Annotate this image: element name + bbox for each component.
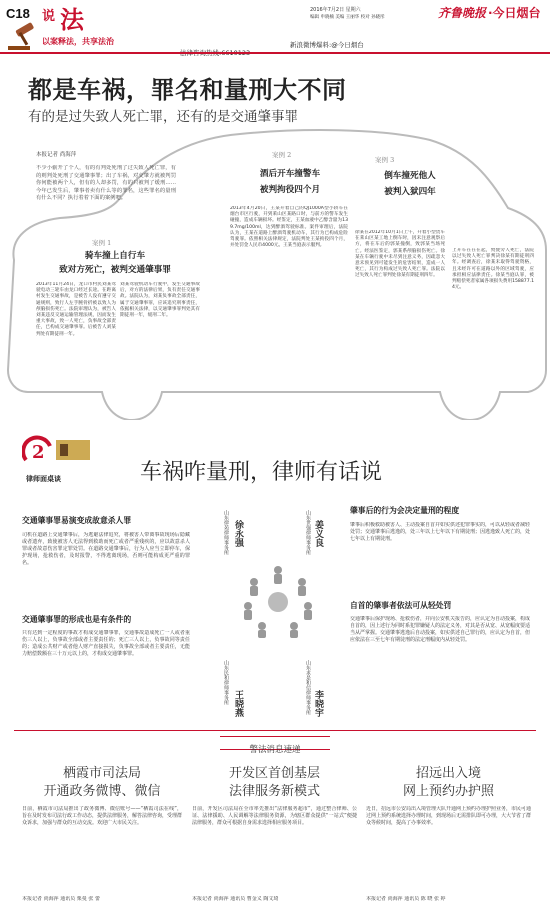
case-3-body: 徐某在2012年10月1日上午，开着小型货车在莱山区某工地上倒车时，因未注意观察后方，将在车后的郭某撞倒，致郭某当场死亡。经法医鉴定，郭某系颅脑损伤死亡。徐某在车辆行驶中未尽到注意义务，因疏忽大意未预见到可能发生的危害结果，造成一人死亡，其行为构成过失致人死亡罪。法院以过失致人死亡罪判处徐某有期徒刑四年。	[355, 230, 445, 279]
notice-1-body: 日前，栖霞市司法局推出了政务微博、微信账号——“栖霞司法在线”，旨在及时发布司法行政工作动态，提供法律服务，解答法律咨询，受理群众诉求，加强与群众的互动交流。欢迎广大市民关注。	[22, 806, 182, 826]
notices-divider	[14, 730, 536, 731]
lawyer-2-firm: 山东世强律师事务所	[305, 510, 311, 555]
case-2-number: 案例 2	[272, 151, 292, 159]
lawyer-4-firm: 山东求是和信律师事务所	[305, 660, 311, 715]
lawyer-section-4-body: 交通肇事后保护现场、抢救伤者，并向公安机关报告的，应认定为自动投案，构成自首的，因上述行为同时系犯罪嫌疑人的法定义务，对其是否从宽、从宽幅度要适当从严掌握。交通肇事逃逸后自动投案，如实供述自己罪行的，应认定为自首，但应依法在三至七年有期徒刑的法定刑幅度内从轻处罚。	[350, 616, 530, 643]
gavel-icon	[6, 20, 42, 52]
case-2-title-a: 酒后开车撞警车	[259, 169, 321, 179]
notices-band	[220, 736, 330, 755]
lawyer-section-1-title: 交通肇事罪易演变成故意杀人罪	[22, 516, 132, 525]
lawyer-3-name: 王晓燕	[233, 690, 243, 717]
intro-text: 不少小偷开了个人，有的有判处死刑了过失致人死亡罪，有的则判处死刑了交通肇事罪；出了车祸，对交肇方就被判罚你何能被两个人，但有的人却多罚，有的只被判了缓刑……今年已发生后，肇事者卖有什么等的罪名，这些罪名的量刑有什么不同？执行着着下面的案例吧。	[36, 165, 176, 201]
svg-text:2: 2	[32, 442, 45, 463]
notice-2-title-a: 开发区首创基层	[228, 766, 320, 781]
editor-line: 编辑 申晓楠 美编 王丽华 校对 孙晓彤	[310, 15, 385, 20]
lawyer-2-name: 姜义良	[313, 520, 323, 547]
case-3-title-b: 被判入狱四年	[384, 187, 436, 197]
lawyer-logo-icon	[22, 432, 94, 472]
notice-3-title-a: 招远出入境	[415, 766, 481, 781]
lawyer-section-3-title: 肇事后的行为会决定量刑的程度	[350, 506, 460, 515]
notice-2-byline: 本报记者 尚海萍 通讯员 曹金义 陶文琦	[192, 896, 279, 902]
notice-2-body: 日前，开发区司法局在全市率先推出“法律服务超市”，通过整合律师、公证、法律援助、人民调解等法律服务资源，为辖区群众提供“一站式”便捷法律服务，群众可根据自身需求选择相应服务项目。	[192, 806, 357, 826]
case-1-body-b: 刘某驾驶机动车行驶中，发生交通事故后，对方的法律后果，负有责任交通事故。法院认为，刘某负事故全部责任，属于交通肇事罪，应该追究刑事责任，依据相关法律，以交通肇事罪判处其有期徒刑一年，缓刑二年。	[120, 282, 200, 319]
reporter: 本报记者 尚海萍	[36, 152, 77, 158]
lawyer-1-name: 徐永强	[233, 520, 243, 547]
case-1-number: 案例 1	[92, 239, 112, 247]
masthead-divider	[0, 52, 550, 54]
case-1-body-a: 2013年11月24日，龙口市村民刘某驾驶电动三轮车由龙口经过长途。在距离村发生交通事故，是被告人没有遵守交通规则，致行人左手腕骨折被以致人为颅脑损伤死亡。法院审理认为，被告人刘某违反交通运输管理法规，因而发生重大事故，致一人死亡，负事故全部责任，已构成交通肇事罪。后被告人刘某判处有期徒刑一年。	[36, 282, 116, 337]
lawyer-3-firm: 山东民和律师事务所	[223, 660, 229, 705]
headline-title: 都是车祸，罪名和量刑大不同	[28, 76, 347, 104]
lawyer-section-2-body: 只有达到一定程度的事故才构成交通肇事罪，交通事故造成死亡一人或者重伤三人以上，负事故全部或者主要责任的；死亡三人以上，负事故同等责任的；造成公共财产或者他人财产直接损失，负事故全部或者主要责任，无能力赔偿数额在三十万元以上的，才构成交通肇事罪。	[22, 630, 190, 657]
notice-1-byline: 本报记者 尚海萍 通讯员 栗曼 张 蕾	[22, 896, 100, 902]
slogan: 以案释法，共享法治	[42, 37, 114, 46]
lawyer-4-name: 李晓宇	[313, 690, 323, 717]
notice-3-body: 近日，招远市公安局出入境管理大队开通网上预约办理护照业务，市民可通过网上预约系统选择办理时间，到现场后无需排队即可办理，大大节省了群众等候时间，提高了办事效率。	[366, 806, 531, 826]
notice-1-title-a: 栖霞市司法局	[62, 766, 141, 781]
notice-1-title-b: 开通政务微博、微信	[43, 784, 161, 799]
case-3-title-a: 倒车撞死他人	[384, 171, 436, 181]
section-char-a: 说	[42, 9, 56, 24]
lawyer-section-3-body: 肇事后积极救助被害人、主动投案自首并如实供述犯罪事实的，可以从轻或者减轻处罚；交通肇事后逃逸的，处三年以上七年以下有期徒刑；因逃逸致人死亡的，处七年以上有期徒刑。	[350, 522, 530, 542]
case-3-number: 案例 3	[375, 156, 395, 164]
lawyer-section-4-title: 自首的肇事者依法可从轻处罚	[350, 601, 452, 610]
notice-3-title-b: 网上预约办护照	[402, 784, 494, 799]
notice-2-title-b: 法律服务新模式	[228, 784, 320, 799]
lawyer-section-1-body: 司机在道路上交通肇事后，为逃避法律追究，将被害人带离事故现场后隐藏或者遗弃，致使被害人无法得到救助而死亡或者严重残疾的，应以故意杀人罪或者故意伤害罪定罪处罚。在道路交通肇事后，行为人应当立即停车，保护现场，抢救伤者，及时报警，不得逃离现场，否则可能构成更严重的罪名。	[22, 532, 190, 566]
case-1-title-a: 骑车撞上自行车	[84, 251, 146, 261]
people-circle-illustration	[238, 560, 318, 640]
weibo-line: 新浪微博爆料:@今日烟台	[290, 41, 364, 49]
lawyer-section-2-title: 交通肇事罪的形成也是有条件的	[22, 615, 132, 624]
case-3-body-b: 上开车在在在起，致使旁人死亡，法院以过失致人死亡罪判决徐某有期徒刑四年。经调查后，徐某未取得驾驶资格，且未经许可在道路以外的区域驾驶，应承担相应法律责任。徐某当庭认罪，被判赔偿死者家属各项损失费用158877.14元。	[452, 248, 534, 291]
hotline	[180, 40, 250, 59]
column-logo	[22, 432, 94, 472]
notice-3-byline: 本报记者 尚海萍 通讯员 陈 晓 张 婷	[366, 896, 446, 902]
lawyer-title: 车祸咋量刑，律师有话说	[140, 460, 383, 485]
case-1-title-b: 致对方死亡，被判交通肇事罪	[59, 265, 171, 275]
lawyer-1-firm: 山东律苑律师事务所	[223, 510, 229, 555]
notices-band-label: 警法消息速递	[249, 745, 301, 755]
case-2-title-b: 被判拘役四个月	[259, 185, 321, 195]
section-char-b: 法	[60, 5, 84, 34]
case-2-body: 2013年4月20日，王某开着自己的QJ1000A型小轿车在烟台市区行驶，开到莱山区某路口时，与前方的警车发生碰撞，造成车辆损坏。经鉴定，王某血液中乙醇含量为139.7mg/100ml，达到醉酒驾驶标准。案件审理后，法院认为，王某在道路上醉酒驾驶机动车，其行为已构成危险驾驶罪。依照相关法律规定，法院判处王某拘役四个月，并处罚金人民币4000元。王某当庭表示服判。	[230, 206, 348, 249]
page-code: C18	[6, 6, 30, 21]
column-label: 律师面桌谈	[26, 475, 61, 483]
brand-local: ·今日烟台	[488, 6, 541, 20]
date-line: 2016年7月2日 星期六	[310, 7, 361, 13]
headline-subtitle: 有的是过失致人死亡罪，还有的是交通肇事罪	[28, 109, 298, 125]
brand-name: 齐鲁晚报	[438, 6, 487, 20]
